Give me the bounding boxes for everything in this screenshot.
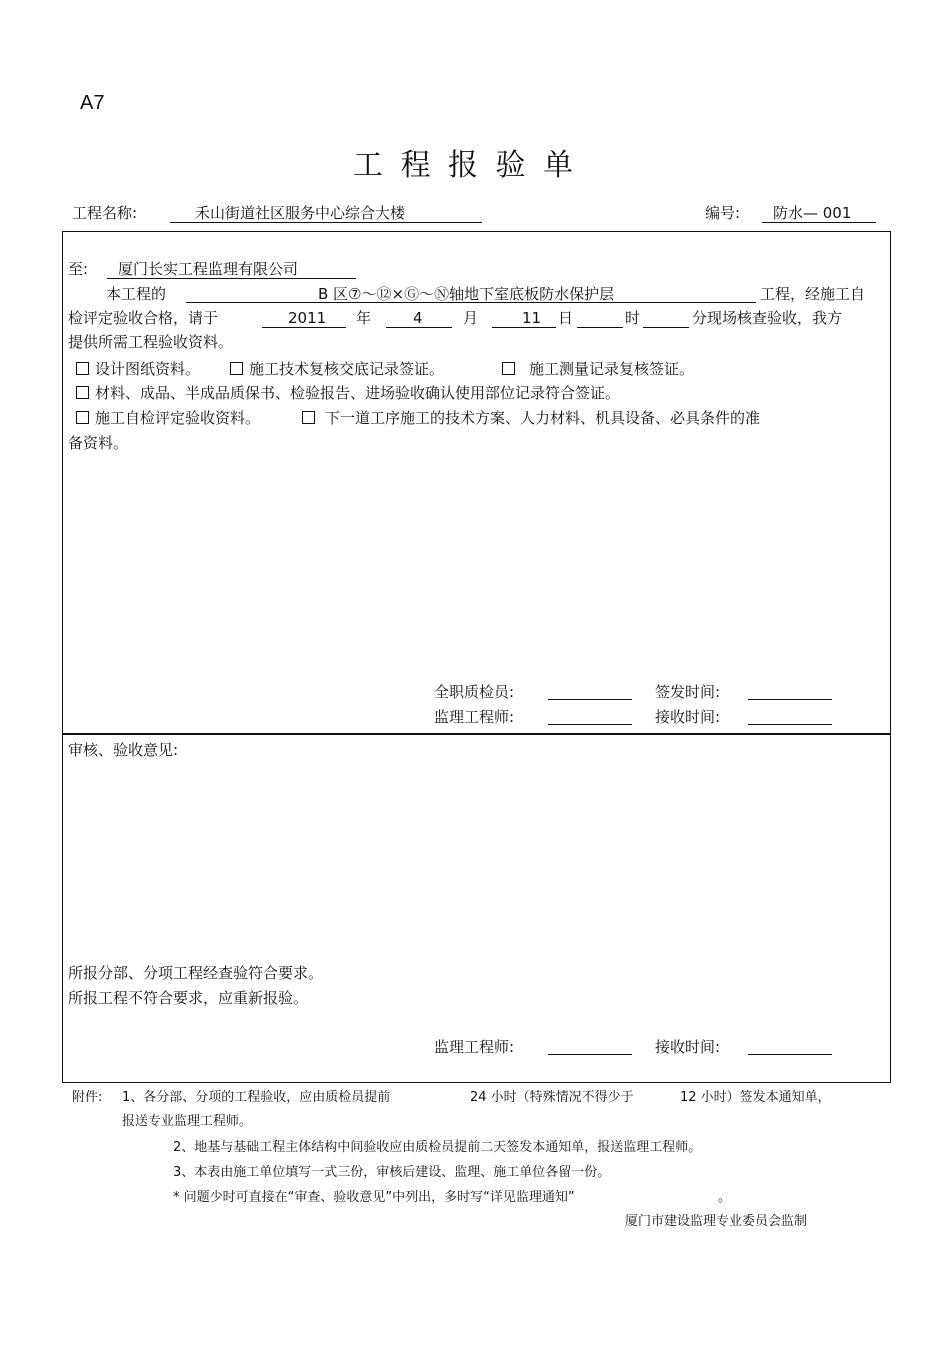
checkbox[interactable] xyxy=(76,386,89,399)
serial-value: 防水— 001 xyxy=(773,204,852,222)
review-heading: 审核、验收意见: xyxy=(68,741,179,759)
review-not-ok-text: 所报工程不符合要求，应重新报验。 xyxy=(68,989,309,1007)
review-engineer-line[interactable] xyxy=(548,1054,632,1055)
inspector-signature-line[interactable] xyxy=(548,699,632,700)
page-title: 工 程 报 验 单 xyxy=(352,148,578,183)
checkbox[interactable] xyxy=(76,411,89,424)
note-1c: 12 小时）签发本通知单， xyxy=(680,1090,831,1105)
engineer-label: 监理工程师: xyxy=(434,708,515,726)
serial-label: 编号: xyxy=(705,204,741,222)
review-engineer-label: 监理工程师: xyxy=(434,1038,515,1056)
note-1a: 1、各分部、分项的工程验收，应由质检员提前 xyxy=(122,1090,391,1105)
checklist-item-survey: 施工测量记录复核签证。 xyxy=(502,359,694,379)
month-underline xyxy=(386,327,452,328)
body-line1-prefix: 本工程的 xyxy=(106,285,167,303)
checkbox[interactable] xyxy=(502,362,515,375)
checklist-item-tech-review: 施工技术复核交底记录签证。 xyxy=(230,359,444,379)
project-name-value: 禾山街道社区服务中心综合大楼 xyxy=(195,204,406,222)
engineer-signature-line[interactable] xyxy=(548,724,632,725)
serial-underline xyxy=(762,222,876,223)
review-receive-time-label: 接收时间: xyxy=(655,1038,721,1056)
checkbox[interactable] xyxy=(76,362,89,375)
day-underline xyxy=(492,327,556,328)
to-label: 至: xyxy=(68,260,89,278)
issue-time-label: 签发时间: xyxy=(655,683,721,701)
checklist-item-materials: 材料、成品、半成品质保书、检验报告、进场验收确认使用部位记录符合签证。 xyxy=(76,383,620,403)
hour-underline xyxy=(577,327,623,328)
month-value: 4 xyxy=(413,309,423,327)
review-ok-text: 所报分部、分项工程经查验符合要求。 xyxy=(68,964,324,982)
checklist-wrap-text: 备资料。 xyxy=(68,434,129,452)
project-name-label: 工程名称: xyxy=(72,204,138,222)
body-line3: 提供所需工程验收资料。 xyxy=(68,333,234,351)
checklist-item-drawings: 设计图纸资料。 xyxy=(76,359,200,379)
project-name-underline xyxy=(170,222,482,223)
day-unit: 日 xyxy=(558,309,574,327)
note-2: 2、地基与基础工程主体结构中间验收应由质检员提前二天签发本通知单，报送监理工程师。 xyxy=(173,1140,702,1155)
year-unit: 年 xyxy=(356,309,372,327)
body-line2-suffix: 分现场核查验收，我方 xyxy=(692,309,843,327)
receive-time-label: 接收时间: xyxy=(655,708,721,726)
review-receive-time-line[interactable] xyxy=(748,1054,832,1055)
year-underline xyxy=(262,327,346,328)
issue-time-line[interactable] xyxy=(748,699,832,700)
inspector-label: 全职质检员: xyxy=(434,683,515,701)
review-section xyxy=(62,733,891,1083)
footer-issuer: 厦门市建设监理专业委员会监制 xyxy=(625,1214,808,1229)
checklist-item-next-process: 下一道工序施工的技术方案、人力材料、机具设备、必具条件的准 xyxy=(302,408,760,428)
year-value: 2011 xyxy=(288,309,327,327)
day-value: 11 xyxy=(522,309,542,327)
work-item-underline xyxy=(186,302,756,303)
request-section xyxy=(62,231,891,735)
body-line1-suffix: 工程，经施工自 xyxy=(760,285,866,303)
to-underline xyxy=(107,278,356,279)
note-1b: 24 小时（特殊情况不得少于 xyxy=(470,1090,634,1105)
hour-unit: 时 xyxy=(625,309,641,327)
note-1d: 报送专业监理工程师。 xyxy=(122,1114,253,1129)
body-line2-prefix: 检评定验收合格，请于 xyxy=(68,309,219,327)
receive-time-line[interactable] xyxy=(748,724,832,725)
notes-label: 附件: xyxy=(72,1090,103,1105)
minute-underline xyxy=(643,327,689,328)
form-code: A7 xyxy=(80,92,105,114)
checkbox[interactable] xyxy=(302,411,315,424)
note-4a: * 问题少时可直接在“审查、验收意见”中列出，多时写“详见监理通知” xyxy=(173,1190,575,1205)
work-item-value: B 区⑦～⑫×Ⓖ～Ⓝ轴地下室底板防水保护层 xyxy=(318,285,615,303)
to-value: 厦门长实工程监理有限公司 xyxy=(118,260,299,278)
checklist-item-self-inspection: 施工自检评定验收资料。 xyxy=(76,408,260,428)
note-4b: 。 xyxy=(718,1190,732,1205)
note-3: 3、本表由施工单位填写一式三份，审核后建设、监理、施工单位各留一份。 xyxy=(173,1165,611,1180)
month-unit: 月 xyxy=(463,309,479,327)
checkbox[interactable] xyxy=(230,362,243,375)
